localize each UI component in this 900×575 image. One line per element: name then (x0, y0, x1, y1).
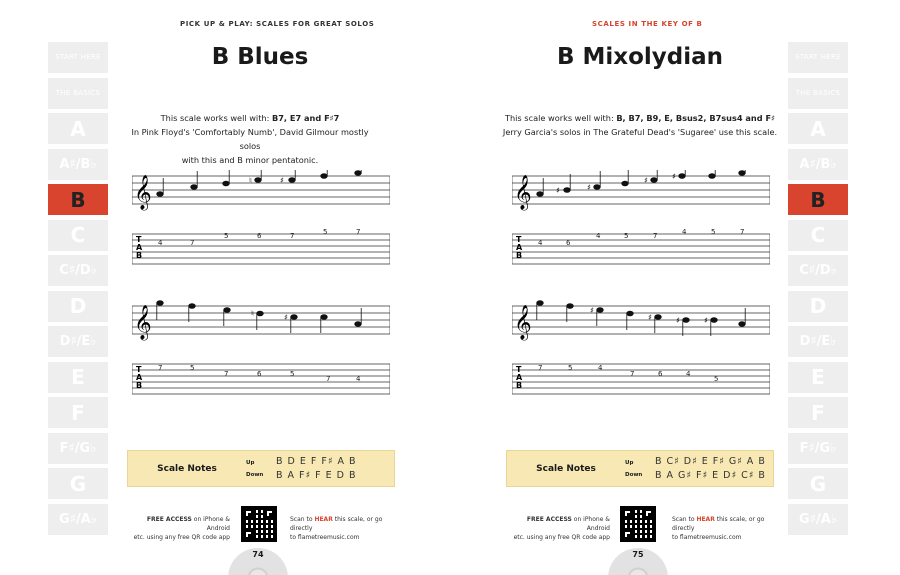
svg-text:A: A (516, 243, 523, 252)
tab-num: 4 (158, 239, 163, 247)
tab-num: 4 (598, 364, 603, 372)
access-bold: FREE ACCESS (526, 516, 572, 523)
tab-num: 4 (356, 375, 361, 383)
tab-num: 6 (257, 370, 262, 378)
side-tab-index (48, 42, 108, 539)
svg-text:♯: ♯ (284, 313, 288, 322)
scale-notes-box (506, 450, 774, 487)
tab-numbers-2 (158, 364, 398, 384)
tab-c[interactable]: C (788, 220, 848, 251)
scan-url[interactable]: to flametreemusic.com (672, 534, 742, 541)
qr-code-icon[interactable] (620, 506, 656, 542)
tab-num: 5 (190, 364, 195, 372)
svg-text:A: A (136, 243, 143, 252)
tab-a[interactable]: A (788, 113, 848, 144)
tab-e[interactable]: E (788, 362, 848, 393)
scale-intro (495, 111, 785, 139)
tab-g[interactable]: G (788, 468, 848, 499)
intro-line2: In Pink Floyd's 'Comfortably Numb', David Gilmour mostly solos (131, 127, 369, 151)
intro-line3: with this and B minor pentatonic. (181, 155, 319, 165)
svg-text:♮: ♮ (249, 176, 252, 185)
svg-text:♯: ♯ (590, 306, 594, 315)
free-access-note (502, 515, 610, 542)
tab-c[interactable]: C (48, 220, 108, 251)
tab-num: 7 (653, 232, 658, 240)
tab-a-sharp[interactable]: A♯/B♭ (788, 149, 848, 180)
scan-post: this scale, or go directly (672, 516, 765, 532)
svg-text:T: T (516, 235, 522, 244)
tab-num: 5 (714, 375, 719, 383)
scan-hear: HEAR (696, 516, 715, 523)
tab-num: 5 (323, 228, 328, 236)
tab-g-sharp[interactable]: G♯/A♭ (788, 504, 848, 535)
tab-b[interactable]: B (788, 184, 848, 215)
access-text: on iPhone & Android (191, 516, 230, 532)
tab-num: 4 (686, 370, 691, 378)
notation-staff-1 (132, 170, 390, 268)
up-label: Up (246, 459, 255, 466)
tab-num: 6 (658, 370, 663, 378)
tab-c-sharp[interactable]: C♯/D♭ (48, 255, 108, 286)
tab-g[interactable]: G (48, 468, 108, 499)
svg-text:♯: ♯ (556, 186, 560, 195)
tab-d-sharp[interactable]: D♯/E♭ (48, 326, 108, 357)
svg-text:T: T (516, 365, 522, 374)
page-number: 74 (252, 550, 264, 559)
intro-prefix: This scale works well with: (160, 113, 272, 123)
svg-text:B: B (136, 251, 143, 260)
tab-g-sharp[interactable]: G♯/A♭ (48, 504, 108, 535)
tab-num: 7 (290, 232, 295, 240)
tab-num: 7 (326, 375, 331, 383)
tab-num: 6 (566, 239, 571, 247)
scan-post: this scale, or go directly (290, 516, 383, 532)
treble-clef-icon: 𝄞 (134, 305, 152, 340)
tab-num: 7 (224, 370, 229, 378)
qr-code-icon[interactable] (241, 506, 277, 542)
scale-notes-label: Scale Notes (157, 463, 217, 474)
svg-text:♯: ♯ (676, 316, 680, 325)
tab-numbers-1 (158, 228, 398, 247)
access-text: on iPhone & Android (571, 516, 610, 532)
tab-num: 5 (624, 232, 629, 240)
access-bold: FREE ACCESS (146, 516, 192, 523)
scan-pre: Scan to (672, 516, 697, 523)
tab-num: 7 (356, 228, 361, 236)
tab-a[interactable]: A (48, 113, 108, 144)
tab-num: 5 (711, 228, 716, 236)
tab-start-here[interactable]: START HERE (788, 42, 848, 73)
tab-numbers-4 (538, 364, 778, 384)
tab-num: 5 (568, 364, 573, 372)
treble-clef-icon: 𝄞 (134, 175, 152, 210)
tab-b[interactable]: B (48, 184, 108, 215)
tab-a-sharp[interactable]: A♯/B♭ (48, 149, 108, 180)
down-label: Down (246, 471, 264, 478)
svg-text:A: A (516, 373, 523, 382)
tab-start-here[interactable]: START HERE (48, 42, 108, 73)
treble-clef-icon: 𝄞 (514, 175, 532, 210)
svg-text:T: T (136, 235, 142, 244)
free-access-note (122, 515, 230, 542)
svg-text:B: B (516, 251, 523, 260)
page-number: 75 (632, 550, 644, 559)
svg-text:A: A (136, 373, 143, 382)
tab-numbers-3 (538, 228, 778, 247)
svg-text:♯: ♯ (648, 313, 652, 322)
tab-num: 4 (596, 232, 601, 240)
side-tab-index-right (788, 42, 848, 539)
tab-f-sharp[interactable]: F♯/G♭ (788, 433, 848, 464)
svg-text:T: T (136, 365, 142, 374)
tab-num: 5 (224, 232, 229, 240)
svg-text:♯: ♯ (587, 183, 591, 192)
scale-notes-label: Scale Notes (536, 463, 596, 474)
intro-chords: B, B7, B9, E, Bsus2, B7sus4 and F♯ (616, 113, 776, 123)
svg-text:B: B (136, 381, 143, 390)
up-notes: B D E F F♯ A B (276, 456, 357, 467)
scale-title: B Blues (211, 44, 309, 70)
svg-text:♯: ♯ (280, 176, 284, 185)
up-label: Up (625, 459, 634, 466)
scale-notes-box (127, 450, 395, 487)
tab-the-basics[interactable]: THE BASICS (788, 78, 848, 109)
tab-num: 7 (190, 239, 195, 247)
tab-num: 4 (538, 239, 543, 247)
tab-f-sharp[interactable]: F♯/G♭ (48, 433, 108, 464)
running-head: PICK UP & PLAY: SCALES FOR GREAT SOLOS (180, 20, 375, 28)
running-head: SCALES IN THE KEY OF B (592, 20, 703, 28)
tab-the-basics[interactable]: THE BASICS (48, 78, 108, 109)
tab-num: 4 (682, 228, 687, 236)
tab-num: 5 (290, 370, 295, 378)
scan-note (290, 515, 400, 542)
tab-num: 6 (257, 232, 262, 240)
svg-text:♯: ♯ (704, 316, 708, 325)
scan-pre: Scan to (290, 516, 315, 523)
scale-title: B Mixolydian (556, 44, 724, 70)
tab-d-sharp[interactable]: D♯/E♭ (788, 326, 848, 357)
notation-staff-3 (512, 170, 770, 268)
tab-c-sharp[interactable]: C♯/D♭ (788, 255, 848, 286)
tab-d[interactable]: D (48, 291, 108, 322)
tab-e[interactable]: E (48, 362, 108, 393)
scan-note (672, 515, 782, 542)
access-text-2: etc. using any free QR code app (513, 534, 610, 541)
intro-prefix: This scale works well with: (504, 113, 617, 123)
down-label: Down (625, 471, 643, 478)
up-notes: B C♯ D♯ E F♯ G♯ A B (655, 456, 766, 467)
down-notes: B A F♯ F E D B (276, 470, 357, 481)
treble-clef-icon: 𝄞 (514, 305, 532, 340)
svg-text:♮: ♮ (251, 309, 254, 318)
intro-chords: B7, E7 and F♯7 (271, 113, 340, 123)
scale-intro (120, 111, 380, 167)
tab-f[interactable]: F (48, 397, 108, 428)
tab-num: 7 (538, 364, 543, 372)
svg-text:B: B (516, 381, 523, 390)
tab-f[interactable]: F (788, 397, 848, 428)
tab-num: 7 (158, 364, 163, 372)
intro-line2: Jerry Garcia's solos in The Grateful Dead's 'Sugaree' use this scale. (502, 127, 778, 137)
down-notes: B A G♯ F♯ E D♯ C♯ B (655, 470, 766, 481)
scan-url[interactable]: to flametreemusic.com (290, 534, 360, 541)
scan-hear: HEAR (314, 516, 333, 523)
tab-d[interactable]: D (788, 291, 848, 322)
tab-num: 7 (740, 228, 745, 236)
svg-text:♯: ♯ (672, 172, 676, 181)
access-text-2: etc. using any free QR code app (133, 534, 230, 541)
svg-text:♯: ♯ (644, 176, 648, 185)
tab-num: 7 (630, 370, 635, 378)
